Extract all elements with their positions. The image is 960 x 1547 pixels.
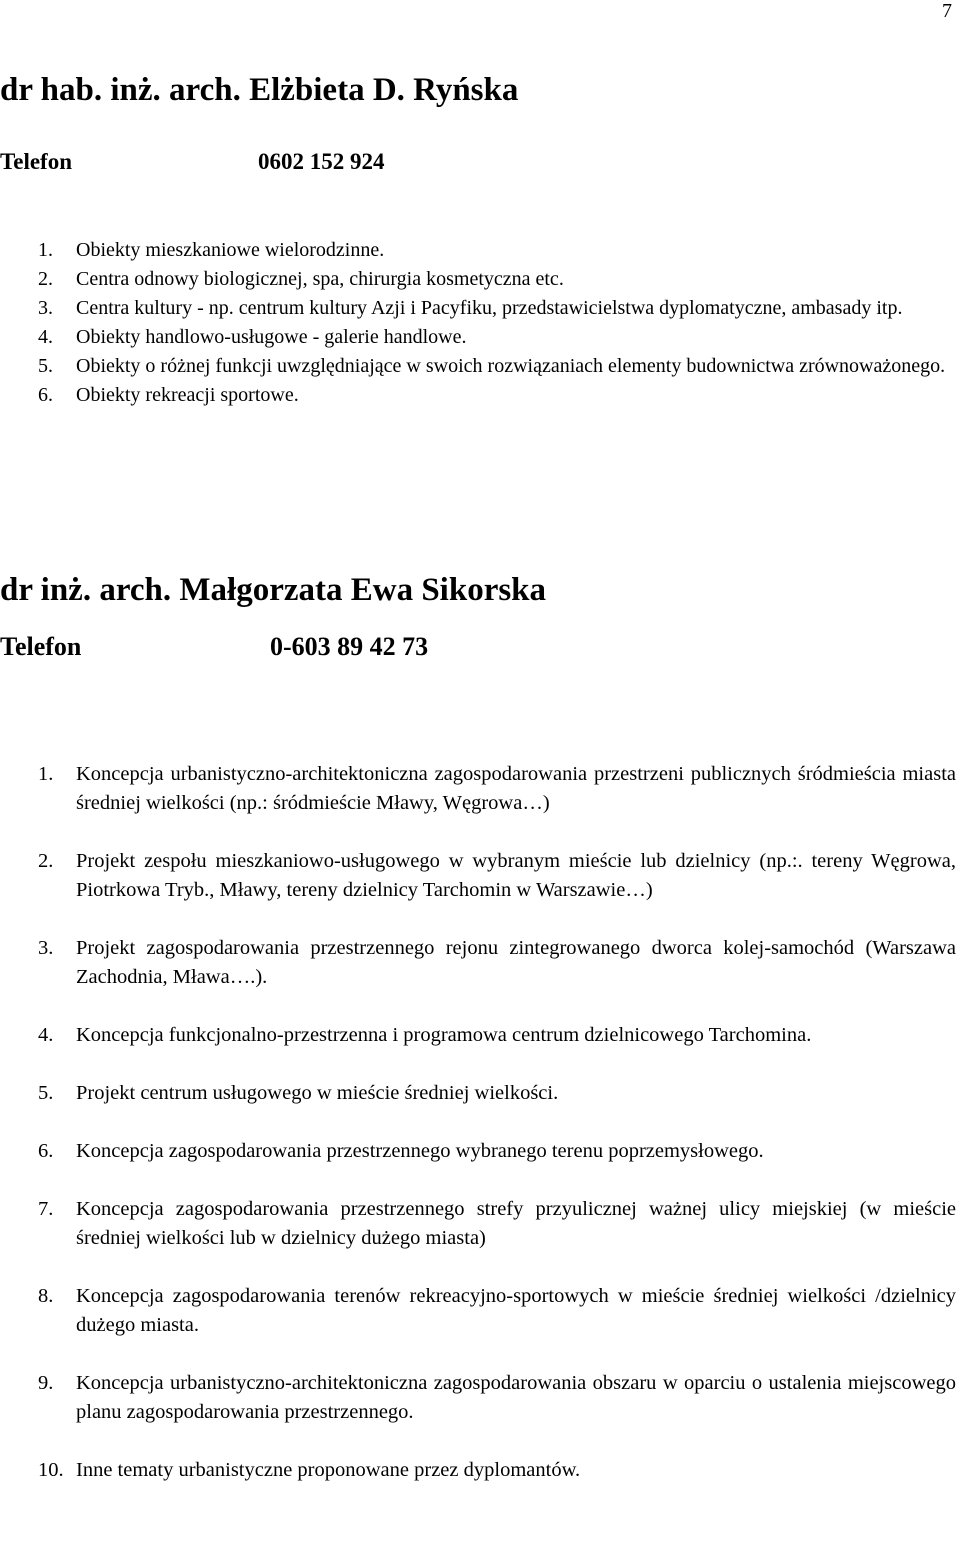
item-number: 10. (38, 1459, 64, 1481)
list-item (0, 1456, 956, 1485)
list-item (0, 1021, 956, 1050)
item-text: Obiekty mieszkaniowe wielorodzinne. (76, 239, 385, 261)
topic-list-1 (0, 236, 960, 410)
phone-label-1: Telefon (0, 149, 72, 174)
list-item (0, 1282, 956, 1340)
item-text: Projekt centrum usługowego w mieście średniej wielkości. (76, 1082, 559, 1104)
item-text: Koncepcja zagospodarowania przestrzennego strefy przyulicznej ważnej ulicy miejskiej (w mieście średniej wielkości lub w dzielnicy dużego miasta) (76, 1198, 956, 1249)
list-item (0, 1369, 956, 1427)
phone-label-2: Telefon (0, 632, 82, 661)
item-text: Projekt zagospodarowania przestrzennego rejonu zintegrowanego dworca kolej-samochód (Warszawa Zachodnia, Mława….). (76, 937, 956, 988)
item-text: Koncepcja zagospodarowania przestrzennego wybranego terenu poprzemysłowego. (76, 1140, 764, 1162)
item-text: Koncepcja urbanistyczno-architektoniczna zagospodarowania przestrzeni publicznych śródmieścia miasta średniej wielkości (np.: śródmieście Mławy, Węgrowa…) (76, 763, 956, 814)
list-item (0, 1079, 956, 1108)
item-number: 1. (38, 763, 54, 785)
item-text: Inne tematy urbanistyczne proponowane przez dyplomantów. (76, 1459, 581, 1481)
item-number: 3. (38, 297, 53, 319)
item-text: Koncepcja funkcjonalno-przestrzenna i programowa centrum dzielnicowego Tarchomina. (76, 1024, 812, 1046)
list-item (0, 236, 960, 265)
list-item (0, 760, 956, 818)
item-number: 5. (38, 1082, 54, 1104)
list-item (0, 934, 956, 992)
list-item (0, 847, 956, 905)
list-item (0, 294, 960, 323)
item-number: 6. (38, 1140, 54, 1162)
item-number: 4. (38, 326, 53, 348)
list-item (0, 352, 960, 381)
list-item (0, 265, 960, 294)
list-item (0, 381, 960, 410)
item-number: 8. (38, 1285, 54, 1307)
item-text: Centra odnowy biologicznej, spa, chirurgia kosmetyczna etc. (76, 268, 564, 290)
topic-list-2 (0, 760, 956, 1514)
item-number: 4. (38, 1024, 54, 1046)
phone-number-2: 0-603 89 42 73 (270, 632, 429, 661)
item-text: Obiekty o różnej funkcji uwzględniające w swoich rozwiązaniach elementy budownictwa zrównoważonego. (76, 355, 946, 377)
item-text: Projekt zespołu mieszkaniowo-usługowego w wybranym mieście lub dzielnicy (np.:. tereny Węgrowa, Piotrkowa Tryb., Mławy, tereny dzielnicy Tarchomin w Warszawie…) (76, 850, 956, 901)
list-item (0, 1137, 956, 1166)
supervisor-name-2: dr inż. arch. Małgorzata Ewa Sikorska (0, 572, 547, 608)
phone-number-1: 0602 152 924 (258, 149, 385, 174)
item-text: Koncepcja zagospodarowania terenów rekreacyjno-sportowych w mieście średniej wielkości /dzielnicy dużego miasta. (76, 1285, 956, 1336)
page-number: 7 (942, 0, 952, 22)
phone-row-2 (0, 632, 429, 662)
item-text: Koncepcja urbanistyczno-architektoniczna zagospodarowania obszaru w oparciu o ustalenia miejscowego planu zagospodarowania przestrzennego. (76, 1372, 956, 1423)
item-text: Obiekty handlowo-usługowe - galerie handlowe. (76, 326, 467, 348)
item-number: 5. (38, 355, 53, 377)
item-number: 9. (38, 1372, 54, 1394)
item-number: 3. (38, 937, 54, 959)
item-number: 2. (38, 850, 54, 872)
item-text: Centra kultury - np. centrum kultury Azji i Pacyfiku, przedstawicielstwa dyplomatyczne, ambasady itp. (76, 297, 903, 319)
item-text: Obiekty rekreacji sportowe. (76, 384, 299, 406)
phone-row-1 (0, 149, 385, 175)
item-number: 1. (38, 239, 53, 261)
list-item (0, 323, 960, 352)
item-number: 6. (38, 384, 53, 406)
supervisor-name-1: dr hab. inż. arch. Elżbieta D. Ryńska (0, 72, 519, 108)
item-number: 7. (38, 1198, 54, 1220)
list-item (0, 1195, 956, 1253)
item-number: 2. (38, 268, 53, 290)
